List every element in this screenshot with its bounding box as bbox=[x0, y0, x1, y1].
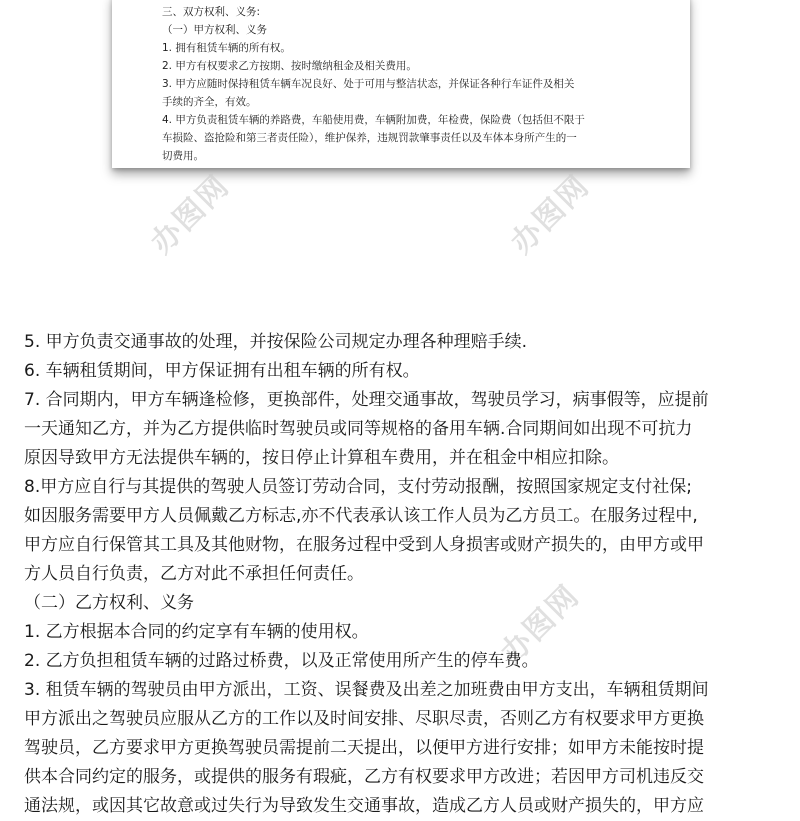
preview-line: （一）甲方权利、义务 bbox=[162, 24, 267, 36]
body-line: 原因导致甲方无法提供车辆的，按日停止计算租车费用，并在租金中相应扣除。 bbox=[24, 448, 619, 468]
body-line: 驾驶员，乙方要求甲方更换驾驶员需提前二天提出，以便甲方进行安排；如甲方未能按时提 bbox=[24, 738, 704, 758]
preview-line: 3. 甲方应随时保持租赁车辆车况良好、处于可用与整洁状态，并保证各种行车证件及相关 bbox=[162, 78, 575, 90]
preview-text bbox=[162, 0, 662, 165]
preview-line: 车损险、盗抢险和第三者责任险），维护保养，违规罚款肇事责任以及车体本身所产生的一 bbox=[162, 132, 577, 144]
watermark: 办图网 bbox=[144, 168, 237, 261]
preview-line: 1. 拥有租赁车辆的所有权。 bbox=[162, 42, 291, 54]
preview-line: 切费用。 bbox=[162, 150, 204, 162]
body-line: 供本合同约定的服务，或提供的服务有瑕疵，乙方有权要求甲方改进；若因甲方司机违反交 bbox=[24, 767, 704, 787]
watermark: 办图网 bbox=[494, 578, 587, 671]
body-line: 通法规，或因其它故意或过失行为导致发生交通事故，造成乙方人员或财产损失的，甲方应 bbox=[24, 796, 704, 816]
preview-line: 2. 甲方有权要求乙方按期、按时缴纳租金及相关费用。 bbox=[162, 60, 417, 72]
watermark: 办图网 bbox=[504, 168, 597, 261]
body-line: 6. 车辆租赁期间，甲方保证拥有出租车辆的所有权。 bbox=[24, 361, 420, 381]
body-line: 5. 甲方负责交通事故的处理，并按保险公司规定办理各种理赔手续. bbox=[24, 332, 528, 352]
body-line: 方人员自行负责，乙方对此不承担任何责任。 bbox=[24, 564, 364, 584]
preview-line: 三、双方权利、义务: bbox=[162, 6, 261, 18]
body-line: 7. 合同期内，甲方车辆逢检修，更换部件，处理交通事故，驾驶员学习，病事假等，应提前 bbox=[24, 390, 709, 410]
body-line: 1. 乙方根据本合同的约定享有车辆的使用权。 bbox=[24, 622, 369, 642]
preview-line: 手续的齐全，有效。 bbox=[162, 96, 257, 108]
body-line: 如因服务需要甲方人员佩戴乙方标志,亦不代表承认该工作人员为乙方员工。在服务过程中, bbox=[24, 506, 698, 526]
preview-line: 4. 甲方负责租赁车辆的养路费，车船使用费，车辆附加费，年检费，保险费（包括但不限于 bbox=[162, 114, 585, 126]
body-line: 3. 租赁车辆的驾驶员由甲方派出，工资、误餐费及出差之加班费由甲方支出，车辆租赁期间 bbox=[24, 680, 709, 700]
body-line: 一天通知乙方，并为乙方提供临时驾驶员或同等规格的备用车辆.合同期间如出现不可抗力 bbox=[24, 419, 693, 439]
body-line: 甲方派出之驾驶员应服从乙方的工作以及时间安排、尽职尽责，否则乙方有权要求甲方更换 bbox=[24, 709, 704, 729]
section-heading: （二）乙方权利、义务 bbox=[24, 593, 194, 613]
body-line: 8.甲方应自行与其提供的驾驶人员签订劳动合同，支付劳动报酬，按照国家规定支付社保; bbox=[24, 477, 692, 497]
contract-body bbox=[24, 328, 784, 821]
body-line: 甲方应自行保管其工具及其他财物，在服务过程中受到人身损害或财产损失的，由甲方或甲 bbox=[24, 535, 704, 555]
body-line: 2. 乙方负担租赁车辆的过路过桥费，以及正常使用所产生的停车费。 bbox=[24, 651, 539, 671]
document-preview-card bbox=[112, 0, 690, 168]
